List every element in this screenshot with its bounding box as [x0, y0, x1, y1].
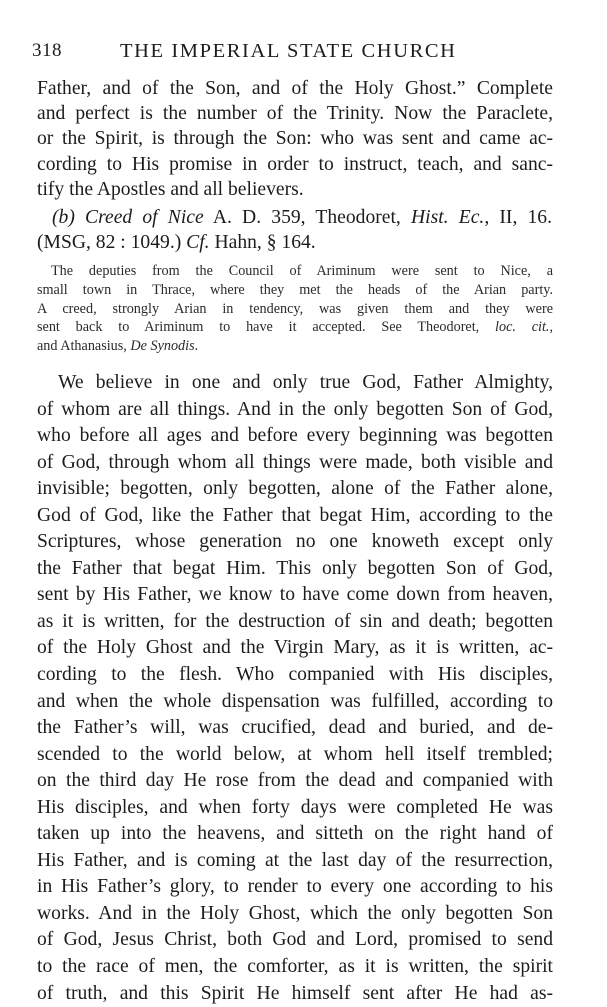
text-line: to the race of men, the comforter, as it is written, the spirit	[37, 956, 553, 978]
citation-line	[52, 205, 552, 230]
page-number: 318	[32, 40, 62, 61]
text-line: tify the Apostles and all believers.	[37, 178, 304, 200]
running-head: THE IMPERIAL STATE CHURCH	[120, 40, 457, 62]
note-line: small town in Thrace, where they met the heads of the Arian party.	[37, 281, 553, 298]
text-line: His Father, and is coming at the last day of the resurrection,	[37, 849, 553, 871]
text-line: His disciples, and when forty days were completed He was	[37, 796, 553, 818]
text-line: cording to His promise in order to instruct, teach, and sanc-	[37, 153, 553, 175]
citation-ref: , II, 16.	[484, 207, 553, 228]
text-line: taken up into the heavens, and sitteth on the right hand of	[37, 823, 553, 845]
source-citation	[37, 205, 553, 255]
text-line: of God, Jesus Christ, both God and Lord, promised to send	[37, 929, 553, 951]
citation-date: A. D. 359, Theodoret,	[212, 207, 401, 228]
note-line	[37, 318, 553, 337]
text-line: the Father that begat Him. This only begotten Son of God,	[37, 557, 553, 579]
text-line: works. And in the Holy Ghost, which the only begotten Son	[37, 902, 553, 924]
note-text: and Athanasius,	[37, 338, 127, 355]
text-line: God of God, like the Father that begat Him, according to the	[37, 504, 553, 526]
text-line: of truth, and this Spirit He himself sent after He had as-	[37, 982, 553, 1004]
note-line: A creed, strongly Arian in tendency, was given them and they were	[37, 300, 553, 317]
text-line: and when the whole dispensation was fulfilled, according to	[37, 690, 553, 712]
text-line: who before all ages and before every beginning was begotten	[37, 425, 553, 447]
text-line: or the Spirit, is through the Son: who was sent and came ac-	[37, 128, 553, 150]
intro-paragraph	[37, 76, 553, 202]
creed-text	[37, 370, 553, 1007]
note-work: De Synodis	[130, 338, 195, 355]
text-line: in His Father’s glory, to render to every one according to his	[37, 876, 553, 898]
text-line: Father, and of the Son, and of the Holy Ghost.” Complete	[37, 78, 553, 99]
note-punct: ,	[549, 319, 553, 336]
note-line: The deputies from the Council of Ariminum were sent to Nice, a	[51, 263, 553, 279]
text-line: scended to the world below, at whom hell itself trembled;	[37, 743, 553, 765]
text-line: of the Holy Ghost and the Virgin Mary, as it is written, ac-	[37, 637, 553, 659]
text-line: of whom are all things. And in the only begotten Son of God,	[37, 398, 553, 420]
text-line: on the third day He rose from the dead and companied with	[37, 770, 553, 792]
note-line	[37, 337, 553, 356]
text-line: cording to the flesh. Who companied with His disciples,	[37, 664, 553, 686]
citation-cf: Cf.	[186, 232, 210, 254]
text-line: the Father’s will, was crucified, dead and buried, and de-	[37, 717, 553, 739]
page-header	[32, 40, 584, 66]
citation-line	[37, 230, 552, 255]
note-punct: .	[194, 338, 199, 355]
text-line: of God, through whom all things were made, both visible and	[37, 451, 553, 473]
text-line: invisible; begotten, only begotten, alone of the Father alone,	[37, 478, 553, 500]
citation-title: Creed of Nice	[85, 207, 204, 228]
editorial-note	[37, 262, 553, 356]
text-line: Scriptures, whose generation no one knoweth except only	[37, 531, 553, 553]
note-text: sent back to Ariminum to have it accepted. See Theodoret,	[37, 319, 480, 336]
citation-label: (b)	[52, 207, 75, 228]
note-loc-cit: loc. cit.	[495, 319, 550, 336]
text-line: and perfect is the number of the Trinity. Now the Paraclete,	[37, 103, 553, 125]
citation-migne: (MSG, 82 : 1049.)	[37, 232, 182, 254]
citation-hahn: Hahn, § 164.	[214, 232, 316, 254]
text-line: sent by His Father, we know to have come down from heaven,	[37, 584, 553, 606]
text-line: as it is written, for the destruction of sin and death; begotten	[37, 610, 553, 632]
text-line: We believe in one and only true God, Father Almighty,	[58, 372, 553, 393]
citation-work: Hist. Ec.	[411, 207, 485, 228]
